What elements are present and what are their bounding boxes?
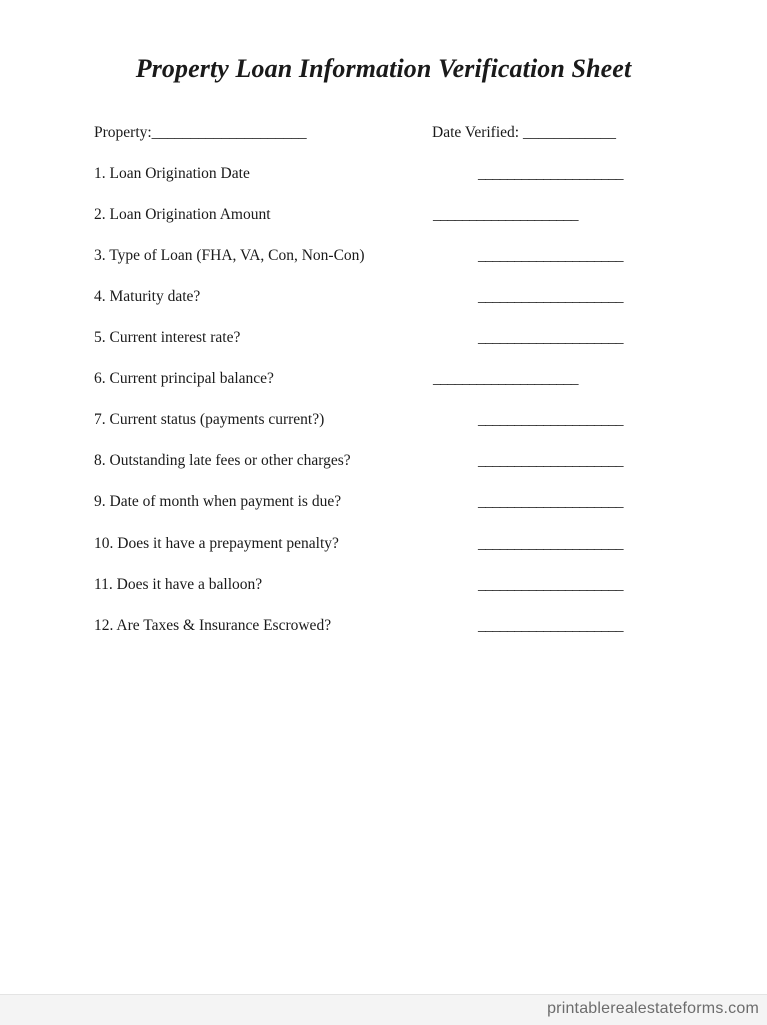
blank-line: ____________________: [478, 576, 623, 593]
blank-line: ____________________: [478, 288, 623, 305]
item-current-principal-balance: 6. Current principal balance?: [94, 370, 274, 387]
item-loan-origination-date: 1. Loan Origination Date: [94, 165, 250, 182]
blank-line: ____________________: [478, 493, 623, 510]
item-prepayment-penalty: 10. Does it have a prepayment penalty?: [94, 535, 339, 552]
blank-line: ____________________: [478, 329, 623, 346]
item-balloon: 11. Does it have a balloon?: [94, 576, 263, 593]
blank-line: ____________________: [433, 370, 578, 387]
site-watermark: printablerealestateforms.com: [547, 1000, 759, 1017]
blank-line: ____________________: [478, 165, 623, 182]
item-maturity-date: 4. Maturity date?: [94, 288, 201, 305]
blank-line: ____________________: [478, 247, 623, 264]
footer-bar: [0, 994, 767, 1025]
item-payment-due-date: 9. Date of month when payment is due?: [94, 493, 342, 510]
item-taxes-insurance-escrowed: 12. Are Taxes & Insurance Escrowed?: [94, 617, 332, 634]
blank-line: ____________________: [433, 206, 578, 223]
item-type-of-loan: 3. Type of Loan (FHA, VA, Con, Non-Con): [94, 247, 365, 264]
item-current-status: 7. Current status (payments current?): [94, 411, 325, 428]
item-current-interest-rate: 5. Current interest rate?: [94, 329, 241, 346]
blank-line: ____________________: [478, 617, 623, 634]
item-late-fees: 8. Outstanding late fees or other charges?: [94, 452, 351, 469]
date-verified-field-label: Date Verified: ____________: [432, 124, 616, 141]
blank-line: ____________________: [478, 535, 623, 552]
page-title: Property Loan Information Verification Sheet: [135, 54, 632, 83]
property-field-label: Property:____________________: [94, 124, 307, 141]
item-loan-origination-amount: 2. Loan Origination Amount: [94, 206, 271, 223]
blank-line: ____________________: [478, 411, 623, 428]
blank-line: ____________________: [478, 452, 623, 469]
